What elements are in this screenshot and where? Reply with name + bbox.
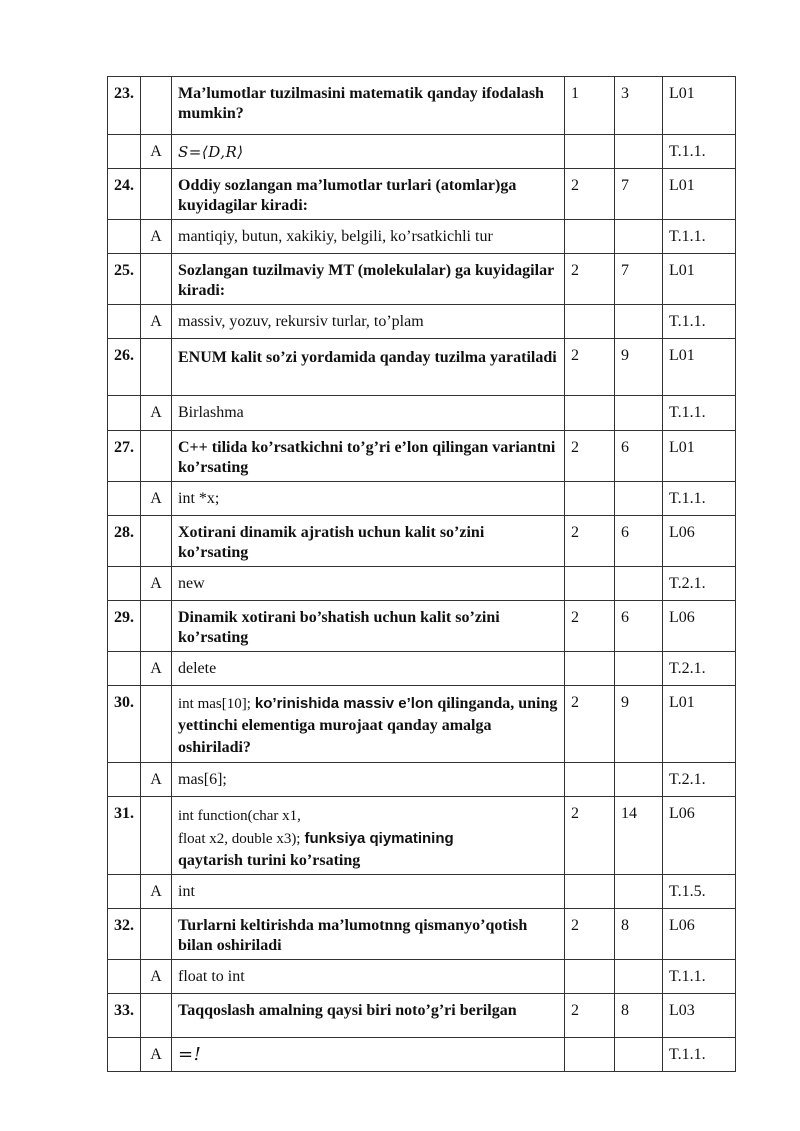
level-code: L01 xyxy=(663,339,736,396)
answer-text xyxy=(172,135,565,169)
column-a-value: 2 xyxy=(565,516,615,567)
column-b-value: 7 xyxy=(615,254,663,305)
answer-row-24 xyxy=(108,220,736,254)
column-b-value: 9 xyxy=(615,339,663,396)
column-b-value: 7 xyxy=(615,169,663,220)
answer-label: A xyxy=(141,763,172,797)
column-a-value: 2 xyxy=(565,994,615,1038)
topic-code: T.1.1. xyxy=(663,960,736,994)
column-a-value: 2 xyxy=(565,254,615,305)
question-number: 31. xyxy=(108,797,141,875)
answer-text: Birlashma xyxy=(172,396,565,431)
answer-operator: =! xyxy=(178,1044,202,1065)
question-tail: funksiya qiymatining xyxy=(304,830,454,847)
answer-row-31 xyxy=(108,875,736,909)
answer-label: A xyxy=(141,1038,172,1072)
column-a-value: 2 xyxy=(565,909,615,960)
question-tail: ko’rinishida massiv e’lon xyxy=(254,695,434,712)
level-code: L01 xyxy=(663,169,736,220)
column-a-value: 2 xyxy=(565,797,615,875)
question-code-line-2: float x2, double x3); xyxy=(178,831,301,847)
topic-code: T.1.1. xyxy=(663,1038,736,1072)
answer-text: int *x; xyxy=(172,482,565,516)
answer-row-27 xyxy=(108,482,736,516)
answer-text: int xyxy=(172,875,565,909)
question-row-32 xyxy=(108,909,736,960)
answer-row-33 xyxy=(108,1038,736,1072)
question-number: 23. xyxy=(108,77,141,135)
answer-text: massiv, yozuv, rekursiv turlar, to’plam xyxy=(172,305,565,339)
answer-row-30 xyxy=(108,763,736,797)
level-code: L03 xyxy=(663,994,736,1038)
column-a-value: 2 xyxy=(565,601,615,652)
topic-code: T.1.1. xyxy=(663,135,736,169)
question-text: C++ tilida ko’rsatkichni to’g’ri e’lon qilingan variantni ko’rsating xyxy=(172,431,565,482)
question-rest: qilinganda, uning yettinchi elementiga murojaat qanday amalga oshiriladi? xyxy=(178,695,558,756)
question-text: Dinamik xotirani bo’shatish uchun kalit so’zini ko’rsating xyxy=(172,601,565,652)
level-code: L06 xyxy=(663,797,736,875)
question-row-27 xyxy=(108,431,736,482)
answer-text xyxy=(172,1038,565,1072)
answer-row-32 xyxy=(108,960,736,994)
question-text: Taqqoslash amalning qaysi biri noto’g’ri berilgan xyxy=(172,994,565,1038)
question-table xyxy=(107,76,736,1072)
topic-code: T.1.1. xyxy=(663,482,736,516)
answer-row-28 xyxy=(108,567,736,601)
level-code: L01 xyxy=(663,686,736,763)
answer-row-23 xyxy=(108,135,736,169)
answer-label: A xyxy=(141,652,172,686)
question-rest: qaytarish turini ko’rsating xyxy=(178,852,361,869)
question-row-31 xyxy=(108,797,736,875)
column-b-value: 6 xyxy=(615,601,663,652)
column-b-value: 8 xyxy=(615,994,663,1038)
question-row-24 xyxy=(108,169,736,220)
question-code-line-1: int function(char x1, xyxy=(178,808,301,824)
question-number: 26. xyxy=(108,339,141,396)
question-number: 29. xyxy=(108,601,141,652)
question-row-25 xyxy=(108,254,736,305)
level-code: L01 xyxy=(663,77,736,135)
level-code: L06 xyxy=(663,909,736,960)
level-code: L06 xyxy=(663,516,736,567)
answer-label: A xyxy=(141,220,172,254)
question-number: 30. xyxy=(108,686,141,763)
topic-code: T.1.1. xyxy=(663,220,736,254)
answer-formula: S=⟨D,R⟩ xyxy=(178,143,244,161)
question-code: int mas[10]; xyxy=(178,696,251,712)
question-text xyxy=(172,686,565,763)
topic-code: T.1.5. xyxy=(663,875,736,909)
question-text: Ma’lumotlar tuzilmasini matematik qanday ifodalash mumkin? xyxy=(172,77,565,135)
column-a-value: 2 xyxy=(565,686,615,763)
column-b-value: 6 xyxy=(615,431,663,482)
question-row-33 xyxy=(108,994,736,1038)
topic-code: T.2.1. xyxy=(663,567,736,601)
question-text: Sozlangan tuzilmaviy MT (molekulalar) ga kuyidagilar kiradi: xyxy=(172,254,565,305)
topic-code: T.1.1. xyxy=(663,305,736,339)
answer-label: A xyxy=(141,135,172,169)
question-number: 32. xyxy=(108,909,141,960)
question-text: Xotirani dinamik ajratish uchun kalit so’zini ko’rsating xyxy=(172,516,565,567)
answer-label: A xyxy=(141,396,172,431)
question-number: 28. xyxy=(108,516,141,567)
question-text: ENUM kalit so’zi yordamida qanday tuzilma yaratiladi xyxy=(172,339,565,396)
answer-row-26 xyxy=(108,396,736,431)
question-text: Oddiy sozlangan ma’lumotlar turlari (atomlar)ga kuyidagilar kiradi: xyxy=(172,169,565,220)
answer-text: mas[6]; xyxy=(172,763,565,797)
column-a-value: 2 xyxy=(565,339,615,396)
topic-code: T.1.1. xyxy=(663,396,736,431)
answer-label: A xyxy=(141,960,172,994)
column-b-value: 8 xyxy=(615,909,663,960)
question-number: 33. xyxy=(108,994,141,1038)
question-number: 24. xyxy=(108,169,141,220)
answer-label: A xyxy=(141,875,172,909)
column-b-value: 3 xyxy=(615,77,663,135)
answer-label: A xyxy=(141,305,172,339)
question-text xyxy=(172,797,565,875)
answer-text: delete xyxy=(172,652,565,686)
question-number: 25. xyxy=(108,254,141,305)
answer-label: A xyxy=(141,482,172,516)
column-b-value: 14 xyxy=(615,797,663,875)
answer-label: A xyxy=(141,567,172,601)
answer-text: new xyxy=(172,567,565,601)
question-text: Turlarni keltirishda ma’lumotnng qismanyo’qotish bilan oshiriladi xyxy=(172,909,565,960)
question-row-30 xyxy=(108,686,736,763)
column-b-value: 9 xyxy=(615,686,663,763)
question-row-26 xyxy=(108,339,736,396)
level-code: L01 xyxy=(663,254,736,305)
question-row-28 xyxy=(108,516,736,567)
topic-code: T.2.1. xyxy=(663,652,736,686)
level-code: L06 xyxy=(663,601,736,652)
answer-row-29 xyxy=(108,652,736,686)
question-number: 27. xyxy=(108,431,141,482)
question-row-29 xyxy=(108,601,736,652)
answer-text: float to int xyxy=(172,960,565,994)
column-a-value: 2 xyxy=(565,169,615,220)
column-b-value: 6 xyxy=(615,516,663,567)
column-a-value: 2 xyxy=(565,431,615,482)
column-a-value: 1 xyxy=(565,77,615,135)
answer-text: mantiqiy, butun, xakikiy, belgili, ko’rsatkichli tur xyxy=(172,220,565,254)
topic-code: T.2.1. xyxy=(663,763,736,797)
question-row-23 xyxy=(108,77,736,135)
answer-row-25 xyxy=(108,305,736,339)
level-code: L01 xyxy=(663,431,736,482)
